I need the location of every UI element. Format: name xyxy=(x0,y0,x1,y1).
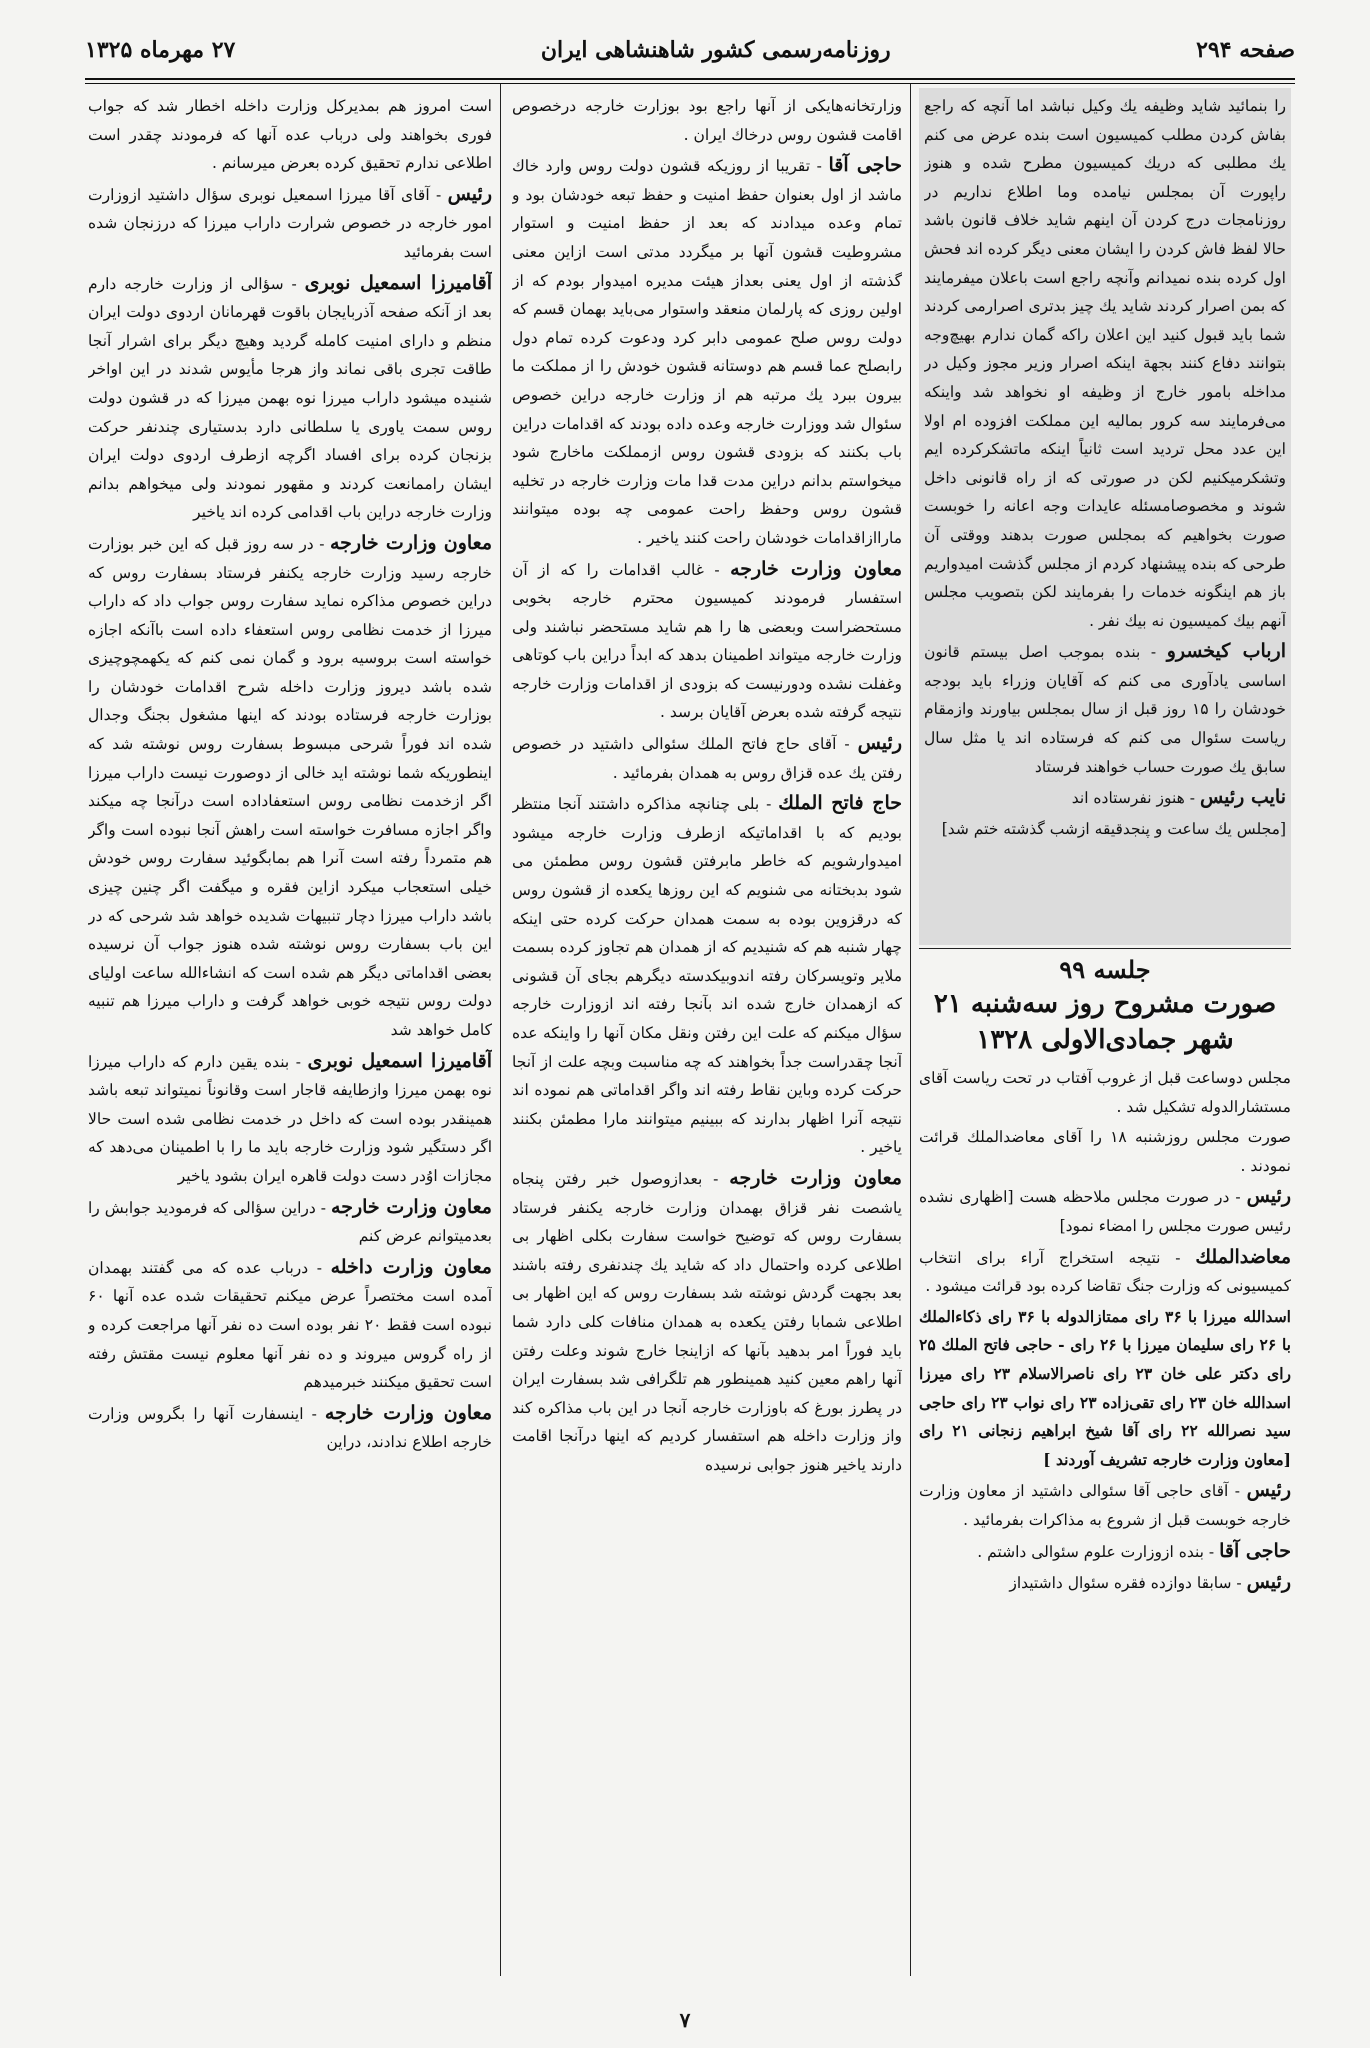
paragraph-text: - بنده یقین دارم که داراب میرزا نوه بهمن میرزا وازطایفه قاجار است وقانوناً نمیتواند تبعه باشد همینقدر بوده است که داخل در خدمت نظامی شده است حالا اگر دستگیر شود وزارت خارجه باید ما را با اطمینان می‌دهد که مجازات اوُدر دست دولت قاهره ایران بشود یاخیر xyxy=(88,1052,492,1185)
paragraph xyxy=(88,1047,492,1191)
speaker-name: حاجی آقا xyxy=(1219,1539,1291,1562)
speaker-name: آقامیرزا اسمعیل نوبری xyxy=(307,1049,492,1072)
speaker-name: معاون وزارت خارجه xyxy=(330,531,492,554)
paragraph xyxy=(919,1537,1291,1567)
speaker-name: معاضدالملك xyxy=(1195,1245,1291,1268)
paragraph xyxy=(512,729,902,787)
paragraph-text: - آقای آقا میرزا اسمعیل نوبری سؤال داشتید ازوزارت امور خارجه در خصوص شرارت داراب میرزا که درزنجان شده است بفرمائید xyxy=(88,185,492,261)
paragraph xyxy=(512,1164,902,1480)
speaker-name: رئیس xyxy=(1246,1479,1291,1502)
column-left xyxy=(88,92,492,1972)
page-number: ۷ xyxy=(679,2008,691,2032)
speaker-name: آقامیرزا اسمعیل نوبری xyxy=(304,271,492,294)
paragraph xyxy=(924,637,1286,781)
paragraph xyxy=(88,180,492,267)
session-body xyxy=(919,1064,1291,1598)
session-rule xyxy=(919,948,1291,949)
speaker-name: ارباب کیخسرو xyxy=(1166,640,1286,663)
paragraph-text: - غالب اقدامات را که از آن استفسار فرمودند کمیسیون محترم خارجه بخوبی مستحضراست وبعضی ها را هم شاید مستحضر نباشند ولی وزارت خارجه میتواند اطمینان بدهد که ابداً دراین باب کوتاهی وغفلت نشده ودورنیست که بزودی از اقدامات وزارت خارجه نتیجه گرفته شده بعرض آقایان برسد . xyxy=(512,560,902,722)
speaker-name: معاون وزارت داخله xyxy=(330,1255,492,1278)
paragraph-text: اسدالله میرزا با ۳۶ رای ممتازالدوله با ۳۶ رای ذکاءالملك با ۲۶ رای سلیمان میرزا با ۲۶ رای - حاجی فاتح الملك ۲۵ رای دکتر علی خان ۲۳ رای ناصرالاسلام ۲۳ رای میرزا اسدالله خان ۲۳ رای تقی‌زاده ۲۳ رای نواب ۲۳ رای حاجی سید نصرالله ۲۲ رای آقا شیخ ابراهیم زنجانی ۲۱ رای [معاون وزارت خارجه تشریف آوردند ] xyxy=(919,1306,1291,1469)
paragraph-text: - در صورت مجلس ملاحظه هست [اظهاری نشده رئیس صورت مجلس را امضاء نمود] xyxy=(919,1188,1291,1235)
paragraph-text: - هنوز نفرستاده اند xyxy=(1071,789,1195,808)
paragraph xyxy=(919,1243,1291,1301)
speaker-name: نایب رئیس xyxy=(1199,786,1286,809)
paragraph xyxy=(512,555,902,728)
header-date: ۲۷ مهرماه ۱۳۲۵ xyxy=(85,37,236,63)
paragraph-text: - بنده بموجب اصل بیستم قانون اساسی یادآوری می کنم که آقایان وزراء باید بودجه خودشان را ۱۵ روز قبل از سال بمجلس بیاورند وازمقام ریاست سئوال می کنم که فرستاده اند یا مثل سال سابق یك صورت حساب خواهند فرستاد xyxy=(924,643,1286,776)
paragraph xyxy=(88,1193,492,1251)
paragraph-text: را بنمائید شاید وظیفه یك وکیل نباشد اما آنچه که راجع بفاش کردن مطلب کمیسیون است بنده عرض می کنم یك مطلبی که دریك کمیسیون مطرح شده و هنوز راپورت آن بمجلس نیامده وما اطلاع نداریم در روزنامجات درج کردن آن اینهم شاید خلاف قانون باشد حالا لفظ فاش کردن را ایشان معنی دیگر کرده اند فحش اول کرده بنده نمیدانم وآنچه راجع است باعلان میفرمایند که بمن اصرار کردند شاید یك چیز بدتری اصرارمی کردند شما باید قبول کنید این اعلان راکه گمان ندارم بهیچ‌وجه بتوانند دفاع کنند بجهة اینکه اصرار وزیر مجوز وکیل در مداخله بامور خارج از وظیفه او نخواهد شد واینکه می‌فرمایند سه کرور بمالیه این مملکت افزوده ام اولا این عدد محل تردید است ثانیاً اینکه ماتشکرکرده ایم وتشکرمیکنیم لکن در صورتی که از راه قانونی داخل شوند و مخصوصامسئله عایدات وجه اعانه را خوبست صورت بخواهیم که بمجلس صورت بدهند ووقتی آن طرحی که بنده پیشنهاد کردم از مجلس گذشت امیدواریم باز هم اینگونه خدمات را بفرمایند لکن بتصویب مجلس آنهم بیك کمیسیون نه بیك نفر . xyxy=(924,97,1286,630)
paragraph xyxy=(924,92,1286,635)
paragraph xyxy=(88,1253,492,1397)
speaker-name: حاجی آقا xyxy=(828,154,902,177)
paragraph-text: [مجلس یك ساعت و پنجدقیقه ازشب گذشته ختم شد] xyxy=(941,819,1286,838)
paragraph-text: - اینسفارت آنها را بگروس وزارت خارجه اطلاع ندادند، دراین xyxy=(88,1404,492,1452)
paragraph xyxy=(88,529,492,1045)
speaker-name: رئیس xyxy=(1246,1185,1291,1208)
paragraph xyxy=(919,1303,1291,1475)
paragraph xyxy=(512,151,902,552)
paragraph-text: - درباب عده که می گفتند بهمدان آمده است مختصراً عرض میکنم تحقیقات شده عده آنها ۶۰ نبوده است فقط ۲۰ نفر بوده است ده نفر آنها مراجعت کرده و از راه گروس میروند و ده نفر آنها معلوم نیست مقتش رفته است تحقیق میکنند خبرمیدهم xyxy=(88,1258,492,1392)
paragraph xyxy=(88,92,492,178)
paragraph xyxy=(512,92,902,149)
paragraph-text: - آقای حاج فاتح الملك سئوالی داشتید در خصوص رفتن یك عده قزاق روس به همدان بفرمائید . xyxy=(512,735,902,782)
paragraph xyxy=(919,1568,1291,1598)
paragraph xyxy=(88,1399,492,1457)
speaker-name: معاون وزارت خارجه xyxy=(331,1195,492,1218)
paragraph xyxy=(919,1182,1291,1240)
paragraph-text: - بعدازوصول خبر رفتن پنجاه یاشصت نفر قزاق بهمدان وزارت خارجه یکنفر فرستاد بسفارت روس که توضیح خواست سفارت بکلی اظهار بی اطلاعی کرده واحتمال داد که شاید یك چندنفری رفته باشند بعد بجهت گردش نوشته شد بسفارت روس که این اظهار بی اطلاعی شمابا رفتن یکعده به همدان منافات کلی دارد شما باید فوراً امر بدهید بآنها که ازاینجا خارج شوند وعلت رفتن آنها راهم معین کنید همینطور هم تلگرافی شد بسفارت ایران در پطرز بورغ که باوزارت خارجه آنجا در این باب مذاکره کند واز وزارت داخله هم استفسار کردیم که اینها درآنجا اقامت دارند یاخیر هنوز جوابی نرسیده xyxy=(512,1169,902,1474)
session-subtitle: صورت مشروح روز سه‌شنبه ۲۱ شهر جمادی‌الاولی ۱۳۲۸ xyxy=(933,989,1277,1055)
paragraph-text: صورت مجلس روزشنبه ۱۸ را آقای معاضدالملك قرائت نمودند . xyxy=(919,1128,1291,1175)
column-middle xyxy=(512,92,902,1972)
paragraph-text: - بلی چنانچه مذاکره داشتند آنجا منتظر بودیم که با اقداماتیکه ازطرف وزارت خارجه میشود امیدوارشویم که خاطر مابرفتن قشون روس مطمئن می شود بدبختانه می شنویم که این روزها یکعده از قشون روس که درقزوین بوده به سمت همدان حرکت کرده حتی اینکه چهار شنبه هم که شنیدیم که از همدان هم تجاوز کرده بسمت ملایر وتویسرکان رفته اندوبیکدسته دیگرهم بجای آن قشونی که ازهمدان خارج شده اند بآنجا رفته اند ازوزارت خارجه سؤال میکنم که علت این رفتن ونقل مکان آنها را واینکه عده آنجا چقدراست جداً بخواهند که چه مناسبت وبچه علت از آنجا حرکت کرده وباین نقاط رفته اند واگر اقداماتی هم نموده اند نتیجه آنرا اظهار بدارند که ببینیم میتوانند مارا مطمئن بکنند یاخیر . xyxy=(512,795,902,1157)
session-title: جلسه ۹۹ xyxy=(1059,955,1151,984)
paragraph-text: - تقریبا از روزیکه قشون دولت روس وارد خاك ماشد از اول بعنوان حفظ امنیت و حفظ تبعه خودشان بود و تمام وعده میدادند که بعد از حفظ امنیت و استوار مشروطیت قشون آنها بر میگردد مدتی است ازاین معنی گذشته از اول یعنی بعداز هیئت مدیره امیدوار بودم که از اولین روزی که پارلمان منعقد واستوار می‌باید بهمان قسم که دولت روس صلح عمومی دابر کرد ودعوت کرده تمام دول رابصلح عما قسم هم دوستانه قشون خودش را از مملکت ما بیرون ببرد یك مرتبه هم از وزارت خارجه دراین خصوص سئوال شد ووزارت خارجه وعده داده بودند که اقدامات دراین باب بکنند که بزودی قشون روس ازمملکت ماخارج شود میخواستم بدانم دراین مدت قدا مات وزارت خارجه در تخلیه قشون روس وحفظ راحت عمومی چه بوده میتوانند ماراازاقدامات خودشان راحت کنند یاخیر . xyxy=(512,157,902,547)
speaker-name: معاون وزارت خارجه xyxy=(729,1166,902,1189)
paragraph-text: - سؤالی از وزارت خارجه دارم بعد از آنکه صفحه آذربایجان باقوت قهرمانان اردوی دولت ایران منظم و دارای امنیت کامله گردید وهیچ دیگر برای اشرار آنجا طاقت تجری باقی نماند واز هرجا مأیوس شدند در این اواخر شنیده میشود داراب میرزا نوه بهمن میرزا که در قشون دولت روس سمت یاوری یا سلطانی دارد بدستیاری چندنفر حرکت بزنجان کرده برای افساد اگرچه ازطرف اردوی دولت ایران ایشان راممانعت کردند و مقهور نمودند ولی میخواهم بدانم وزارت خارجه دراین باب اقدامی کرده اند یاخیر xyxy=(88,274,492,522)
paragraph-text: - سابقا دوازده فقره سئوال داشتیداز xyxy=(1009,1574,1242,1593)
column-right xyxy=(924,92,1286,942)
paragraph xyxy=(924,783,1286,813)
paragraph xyxy=(919,1123,1291,1180)
paragraph-text: مجلس دوساعت قبل از غروب آفتاب در تحت ریاست آقای مستشارالدوله تشکیل شد . xyxy=(919,1069,1291,1116)
speaker-name: رئیس xyxy=(1246,1571,1291,1594)
header-rule-thin xyxy=(85,83,1295,84)
column-divider xyxy=(500,84,501,1976)
speaker-name: رئیس xyxy=(447,182,492,205)
paragraph xyxy=(88,269,492,527)
speaker-name: معاون وزارت خارجه xyxy=(324,1401,492,1424)
paragraph-text: - بنده ازوزارت علوم سئوالی داشتم . xyxy=(977,1542,1215,1561)
header-rule xyxy=(85,78,1295,80)
speaker-name: معاون وزارت خارجه xyxy=(730,557,902,580)
session-99-section xyxy=(919,952,1291,1992)
paragraph-text: وزارتخانه‌هایکی از آنها راجع بود بوزارت خارجه درخصوص اقامت قشون روس درخاك ایران . xyxy=(512,97,902,144)
column-divider xyxy=(910,84,911,1976)
header-page-label: صفحه ۲۹۴ xyxy=(1196,37,1295,63)
speaker-name: حاج فاتح الملك xyxy=(778,792,902,815)
paragraph-text: - در سه روز قبل که این خبر بوزارت خارجه رسید وزارت خارجه یکنفر فرستاد بسفارت روس که دراین خصوص مذاکره نماید سفارت روس جواب داد که داراب میرزا از خدمت نظامی روس استعفاء داده است باآنکه اجازه خواسته است بروسیه برود و گمان نمی کنم که یکهمچوچیزی شده باشد دیروز وزارت داخله شرح اقدامات خودشان را بوزارت خارجه فرستاده بودند که اینها مشغول بجنگ وجدال شده اند فوراً شرحی مبسوط بسفارت روس نوشته شد که اینطوریکه شما نوشته اید خالی از دوصورت نیست داراب میرزا اگر ازخدمت نظامی روس استعفاداده است درآنجا چه میکند واگر اجازه مسافرت خواسته است راهش آنجا نبوده است واگر هم متمرداً رفته است آنرا هم بمابگوئید سفارت روس خودش خیلی استعجاب میکرد ازاین فقره و میگفت اگر چنین چیزی باشد داراب میرزا دچار تنبیهات شدیده خواهد شد شرحی که در این باب بسفارت روس نوشته شده هنوز جواب آن نرسیده بعضی اقداماتی دیگر هم شده است که انشاءالله ساعت اولیای دولت روس نتیجه خوبی خواهد گرفت و داراب میرزا هم تنبیه کامل خواهد شد xyxy=(88,534,492,1039)
header-title: روزنامه‌رسمی کشور شاهنشاهی ایران xyxy=(540,37,891,63)
page-header xyxy=(85,28,1295,72)
paragraph-text: - نتیجه استخراج آراء برای انتخاب کمیسیونی که وزارت جنگ تقاضا کرده بود قرائت میشود . xyxy=(919,1248,1291,1296)
paragraph-text: - آقای حاجی آقا سئوالی داشتید از معاون وزارت خارجه خوبست قبل از شروع به مذاکرات بفرمائید . xyxy=(919,1482,1291,1529)
paragraph xyxy=(512,789,902,1162)
paragraph-text: - دراین سؤالی که فرمودید جوابش را بعدمیتوانم عرض کنم xyxy=(88,1198,492,1246)
paragraph xyxy=(919,1064,1291,1121)
paragraph xyxy=(924,815,1286,844)
paragraph-text: است امروز هم بمدیرکل وزارت داخله اخطار شد که جواب فوری بخواهند ولی درباب عده آنها که فرمودند چقدر است اطلاعی ندارم تحقیق کرده بعرض میرسانم . xyxy=(88,97,492,173)
speaker-name: رئیس xyxy=(857,732,902,755)
paragraph xyxy=(919,1476,1291,1534)
